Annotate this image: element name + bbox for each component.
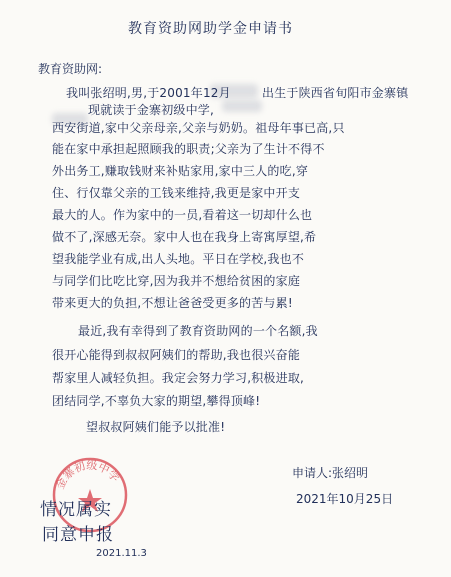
- paragraph1-line-5: 外出务工,赚取钱财来补贴家用,家中三人的吃,穿: [52, 164, 309, 178]
- approval-date: 2021.11.3: [96, 548, 147, 559]
- paragraph2-line-2: 很开心能得到叔叔阿姨们的帮助,我也很兴奋能: [52, 348, 301, 362]
- salutation: 教育资助网:: [38, 62, 103, 76]
- svg-text:金寨初级中学: [52, 459, 122, 491]
- paragraph2-line-3: 帮家里人减轻负担。我定会努力学习,积极进取,: [52, 371, 305, 385]
- paragraph1-line-11: 带来更大的负担,不想让爸爸受更多的苦与累!: [52, 296, 293, 310]
- approval-note: 情况属实: [40, 500, 112, 520]
- paragraph2-line-4: 团结同学,不辜负大家的期望,攀得顶峰!: [52, 394, 261, 408]
- paragraph2-line-1: 最近,我有幸得到了教育资助网的一个名额,我: [78, 324, 318, 338]
- application-date: 2021年10月25日: [296, 492, 394, 506]
- applicant-signature: 申请人:张绍明: [292, 466, 369, 480]
- paragraph1-line-9: 望我能学业有成,出人头地。平日在学校,我也不: [52, 252, 305, 266]
- redaction-blur: [222, 100, 262, 112]
- paragraph1-line-8: 做不了,深感无奈。家中人也在我身上寄寓厚望,希: [52, 230, 317, 244]
- paragraph1-line-6: 住、行仅靠父亲的工钱来维持,我更是家中开支: [52, 186, 301, 200]
- paragraph1-line-3: 西安街道,家中父亲母亲,父亲与奶奶。祖母年事已高,只: [52, 121, 345, 135]
- closing-line: 望叔叔阿姨们能予以批准!: [86, 420, 226, 434]
- paragraph1-line-4: 能在家中承担起照顾我的职责;父亲为了生计不得不: [52, 142, 325, 156]
- approval-signature: 同意申报: [42, 525, 114, 545]
- paragraph1-line-10: 与同学们比吃比穿,因为我并不想给贫困的家庭: [52, 274, 301, 288]
- paragraph1-line-1: 我叫张绍明,男,于2001年12月: [66, 86, 231, 100]
- paragraph1-line-7: 最大的人。作为家中的一员,看着这一切却什么也: [52, 208, 313, 222]
- seal-text: 金寨初级中学: [53, 458, 123, 492]
- paragraph1-line-2: 现就读于金寨初级中学,: [88, 103, 215, 117]
- paragraph1-line-1-cont: 出生于陕西省旬阳市金寨镇: [262, 86, 409, 100]
- document-title: 教育资助网助学金申请书: [128, 21, 293, 37]
